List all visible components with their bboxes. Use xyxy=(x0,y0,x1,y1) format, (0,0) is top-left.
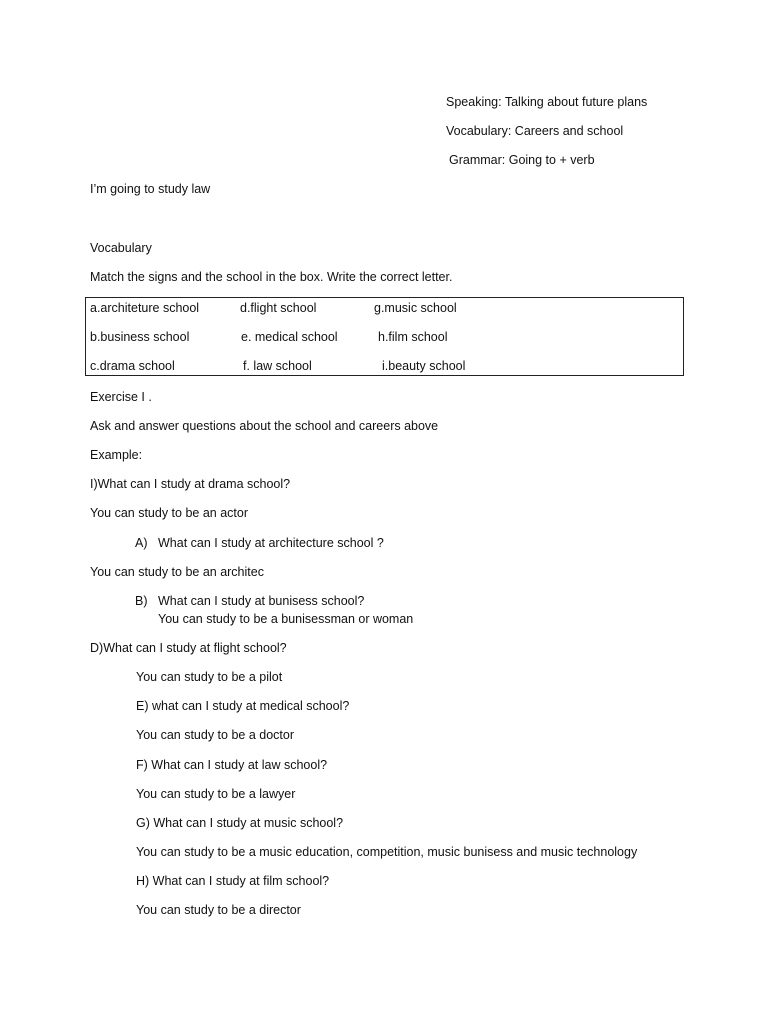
answer-e: You can study to be a doctor xyxy=(136,728,294,742)
box-item: i.beauty school xyxy=(382,359,466,373)
question-g: G) What can I study at music school? xyxy=(136,816,344,830)
box-item: e. medical school xyxy=(241,330,338,344)
example-label: Example: xyxy=(90,448,143,462)
speaking-topic: Speaking: Talking about future plans xyxy=(446,95,648,109)
question-h: H) What can I study at film school? xyxy=(136,874,330,888)
question-d: D)What can I study at flight school? xyxy=(90,641,287,655)
answer-h: You can study to be a director xyxy=(136,903,301,917)
exercise-instruction: Ask and answer questions about the school and careers above xyxy=(90,419,439,433)
vocabulary-instruction: Match the signs and the school in the box. Write the correct letter. xyxy=(90,270,453,284)
question-b-marker: B) xyxy=(135,594,148,608)
question-a: What can I study at architecture school ? xyxy=(158,536,384,550)
box-item: a.architeture school xyxy=(90,301,200,315)
box-item: f. law school xyxy=(243,359,312,373)
vocabulary-heading: Vocabulary xyxy=(90,241,152,255)
box-item: c.drama school xyxy=(90,359,175,373)
box-item: h.film school xyxy=(378,330,448,344)
answer-g: You can study to be a music education, competition, music bunisess and music technology xyxy=(136,845,638,859)
question-f: F) What can I study at law school? xyxy=(136,758,328,772)
box-item: d.flight school xyxy=(240,301,317,315)
exercise-heading: Exercise I . xyxy=(90,390,152,404)
question-b: What can I study at bunisess school? xyxy=(158,594,365,608)
answer-a: You can study to be an architec xyxy=(90,565,264,579)
answer-d: You can study to be a pilot xyxy=(136,670,283,684)
answer-b: You can study to be a bunisessman or woman xyxy=(158,612,414,626)
answer-f: You can study to be a lawyer xyxy=(136,787,296,801)
example-answer: You can study to be an actor xyxy=(90,506,248,520)
box-item: b.business school xyxy=(90,330,190,344)
question-a-marker: A) xyxy=(135,536,148,550)
grammar-topic: Grammar: Going to + verb xyxy=(449,153,595,167)
lesson-title: I’m going to study law xyxy=(90,182,211,196)
vocabulary-topic: Vocabulary: Careers and school xyxy=(446,124,624,138)
example-question: I)What can I study at drama school? xyxy=(90,477,291,491)
box-item: g.music school xyxy=(374,301,457,315)
question-e: E) what can I study at medical school? xyxy=(136,699,350,713)
school-word-box xyxy=(85,297,684,376)
